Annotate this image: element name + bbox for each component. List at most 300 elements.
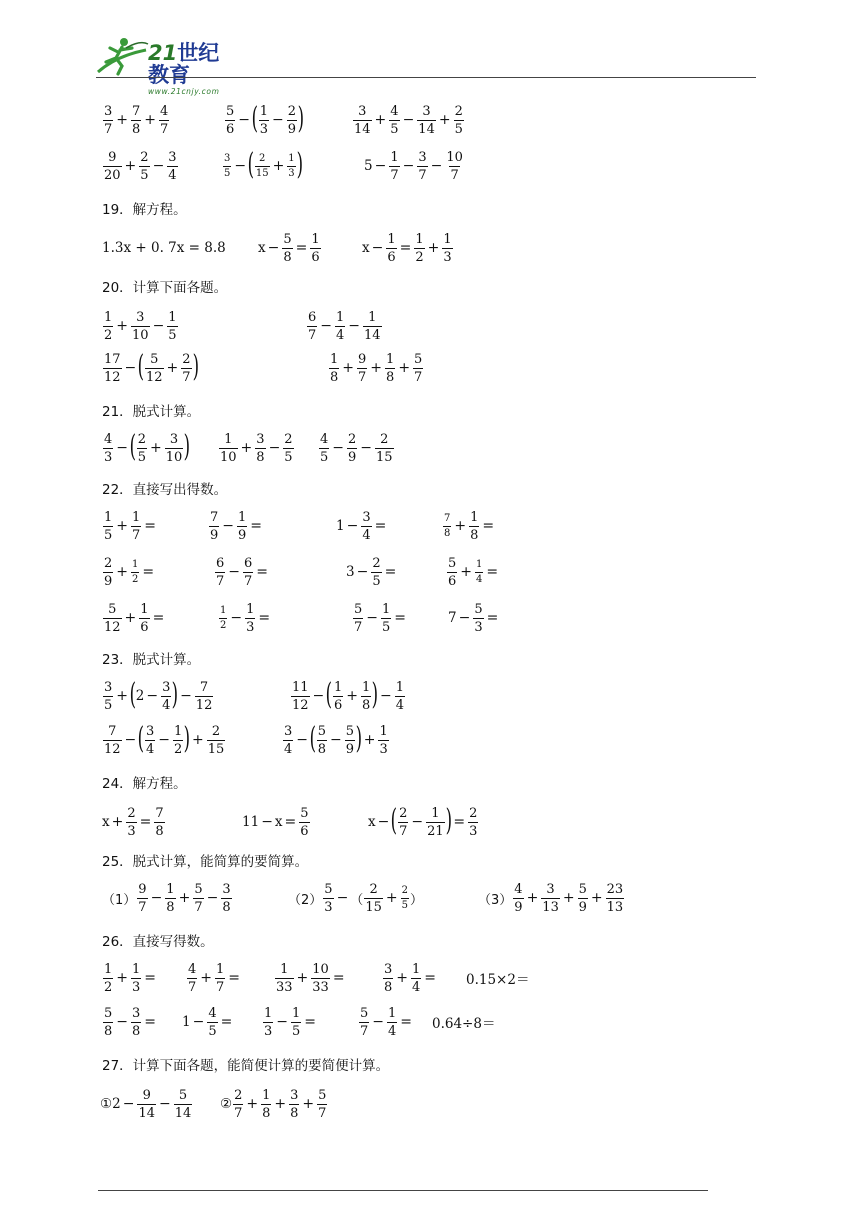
expression-row — [0, 800, 860, 844]
numerator: 5 — [300, 805, 309, 821]
numerator: 2 — [287, 103, 297, 119]
math-expression — [306, 304, 383, 348]
operator: − — [158, 732, 171, 748]
math-expression — [336, 504, 388, 548]
fraction — [475, 560, 483, 585]
math-expression — [102, 876, 233, 920]
math-expression — [352, 98, 465, 142]
fraction — [174, 1089, 193, 1120]
math-expression — [368, 800, 479, 844]
numerator: 5 — [578, 881, 587, 897]
denominator: 15 — [376, 449, 393, 465]
question-heading: 22．直接写出得数。 — [102, 482, 228, 498]
denominator: 8 — [384, 979, 393, 995]
numerator: 1 — [379, 723, 388, 739]
fraction — [131, 105, 141, 136]
fraction — [103, 725, 122, 756]
operator: − — [360, 440, 373, 456]
denominator: 6 — [300, 823, 309, 839]
denominator: 4 — [476, 573, 483, 585]
denominator: 14 — [354, 121, 371, 137]
fraction — [447, 557, 457, 588]
fraction — [103, 511, 113, 542]
numerator: 7 — [199, 679, 209, 695]
math-expression — [358, 1000, 414, 1044]
denominator: 7 — [360, 1023, 369, 1039]
logo-text — [148, 42, 219, 96]
math-expression — [102, 226, 226, 270]
logo-url: www.21cnjy.com — [148, 87, 220, 96]
math-expression — [214, 550, 270, 594]
question-heading: 27．计算下面各题，能简便计算的要简便计算。 — [102, 1058, 390, 1074]
fraction — [139, 603, 149, 634]
numerator: 6 — [216, 555, 225, 571]
denominator: 2 — [174, 741, 183, 757]
numerator: 2 — [469, 805, 478, 821]
denominator: 2 — [415, 249, 424, 265]
denominator: 14 — [174, 1105, 192, 1121]
expression-row — [0, 426, 860, 470]
operator: + — [124, 158, 137, 174]
fraction — [307, 311, 317, 342]
expression-row — [0, 1000, 860, 1044]
numerator: 2 — [182, 351, 191, 367]
numerator: 1 — [246, 601, 255, 617]
fraction — [275, 963, 294, 994]
fraction — [137, 1089, 156, 1120]
parenthesis: ) — [171, 677, 179, 712]
fraction — [417, 151, 427, 182]
numerator: 7 — [132, 103, 141, 119]
numerator: 2 — [399, 805, 408, 821]
math-expression — [102, 956, 158, 1000]
denominator: 6 — [387, 249, 396, 265]
denominator: 8 — [444, 527, 451, 539]
question-heading: 21．脱式计算。 — [102, 404, 201, 420]
fraction — [383, 963, 393, 994]
term: 7 — [448, 610, 457, 626]
denominator: 4 — [162, 697, 171, 713]
denominator: 5 — [390, 121, 399, 137]
fraction — [375, 433, 394, 464]
term: 0.15×2＝ — [466, 972, 530, 988]
denominator: 20 — [104, 167, 121, 183]
operator: + — [526, 890, 539, 906]
math-expression — [362, 226, 454, 270]
fraction — [385, 353, 395, 384]
fraction — [389, 151, 399, 182]
fraction — [221, 883, 231, 914]
fraction — [255, 433, 265, 464]
denominator: 5 — [284, 449, 293, 465]
numerator: 1 — [336, 309, 345, 325]
operator: + — [116, 688, 129, 704]
numerator: 2 — [454, 103, 463, 119]
numerator: 2 — [372, 555, 381, 571]
math-expression — [218, 426, 295, 470]
numerator: 1 — [259, 103, 269, 119]
numerator: 5 — [226, 103, 235, 119]
math-expression — [288, 876, 423, 920]
operator: + — [116, 564, 129, 580]
denominator: 8 — [262, 1105, 271, 1121]
denominator: 7 — [450, 167, 459, 183]
numerator: 2 — [127, 805, 136, 821]
numerator: 17 — [104, 351, 121, 367]
numerator: 1 — [390, 149, 399, 165]
numerator: 6 — [244, 555, 253, 571]
denominator: 12 — [104, 369, 121, 385]
numerator: 2 — [401, 884, 408, 896]
fraction — [103, 105, 113, 136]
denominator: 9 — [348, 449, 357, 465]
numerator: 1 — [174, 723, 183, 739]
term: 3 — [346, 564, 355, 580]
operator: + — [150, 440, 162, 456]
expression-row — [0, 550, 860, 594]
fraction — [395, 681, 405, 712]
numerator: 3 — [418, 149, 427, 165]
operator: = — [482, 518, 495, 534]
fraction — [145, 353, 164, 384]
numerator: 3 — [136, 309, 145, 325]
item-label: ） — [409, 892, 423, 908]
denominator: 9 — [578, 899, 587, 915]
math-expression — [282, 718, 390, 762]
numerator: 1 — [382, 601, 391, 617]
denominator: 4 — [284, 741, 293, 757]
fraction — [361, 681, 371, 712]
fraction — [426, 807, 445, 838]
denominator: 8 — [386, 369, 395, 385]
operator: − — [336, 890, 349, 906]
fraction — [606, 883, 625, 914]
operator: − — [366, 610, 379, 626]
denominator: 6 — [334, 697, 343, 713]
operator: + — [124, 610, 137, 626]
parenthesis: ) — [297, 101, 305, 136]
fraction — [445, 151, 464, 182]
numerator: 7 — [108, 723, 117, 739]
parenthesis: ( — [247, 147, 255, 182]
operator: = — [384, 564, 397, 580]
denominator: 4 — [395, 697, 405, 713]
numerator: 5 — [104, 1005, 113, 1021]
denominator: 6 — [311, 249, 320, 265]
fraction — [364, 883, 383, 914]
operator: − — [192, 1014, 205, 1030]
fraction — [167, 311, 177, 342]
fraction — [243, 557, 253, 588]
numerator: 3 — [168, 149, 177, 165]
operator: − — [228, 564, 241, 580]
fraction — [137, 433, 147, 464]
numerator: 3 — [362, 509, 371, 525]
operator: + — [200, 970, 213, 986]
denominator: 5 — [454, 121, 463, 137]
math-expression — [364, 144, 465, 188]
denominator: 8 — [104, 1023, 113, 1039]
math-expression — [186, 956, 242, 1000]
operator: + — [166, 360, 179, 376]
operator: = — [152, 610, 165, 626]
denominator: 7 — [358, 369, 367, 385]
numerator: 3 — [104, 679, 113, 695]
numerator: 11 — [292, 679, 309, 695]
numerator: 7 — [155, 805, 164, 821]
fraction — [187, 963, 197, 994]
denominator: 7 — [216, 979, 225, 995]
denominator: 3 — [104, 449, 113, 465]
numerator: 10 — [446, 149, 463, 165]
operator: − — [124, 732, 137, 748]
expression-row — [0, 1082, 860, 1126]
denominator: 4 — [362, 527, 371, 543]
fraction — [131, 311, 150, 342]
fraction — [181, 353, 191, 384]
term: x — [368, 814, 376, 830]
operator: + — [385, 890, 398, 906]
denominator: 7 — [244, 573, 253, 589]
denominator: 3 — [469, 823, 478, 839]
numerator: 4 — [188, 961, 197, 977]
denominator: 8 — [256, 449, 265, 465]
fraction — [357, 353, 367, 384]
numerator: 1 — [443, 231, 452, 247]
operator: − — [146, 688, 159, 704]
numerator: 1 — [388, 1005, 397, 1021]
operator: − — [430, 158, 443, 174]
numerator: 6 — [308, 309, 317, 325]
fraction — [413, 353, 423, 384]
fraction — [103, 1007, 113, 1038]
fraction — [387, 1007, 397, 1038]
term: 1.3x + 0. 7x = 8.8 — [102, 240, 226, 256]
denominator: 3 — [264, 1023, 273, 1039]
math-expression — [328, 346, 424, 390]
operator: = — [144, 970, 157, 986]
fraction — [161, 681, 171, 712]
operator: = — [258, 610, 271, 626]
operator: − — [268, 440, 281, 456]
term: 1 — [336, 518, 345, 534]
denominator: 2 — [104, 979, 113, 995]
question-heading: 19．解方程。 — [102, 202, 187, 218]
operator: = — [304, 1014, 317, 1030]
numerator: 1 — [280, 961, 289, 977]
numerator: 4 — [390, 103, 399, 119]
numerator: 2 — [137, 431, 147, 447]
denominator: 7 — [318, 1105, 327, 1121]
numerator: 3 — [422, 103, 431, 119]
fraction — [287, 154, 295, 179]
fraction — [103, 433, 113, 464]
numerator: 1 — [387, 231, 396, 247]
operator: = — [295, 240, 308, 256]
denominator: 13 — [606, 899, 624, 915]
math-expression — [102, 144, 179, 188]
numerator: 5 — [345, 723, 355, 739]
numerator: 9 — [358, 351, 367, 367]
operator: = — [399, 240, 412, 256]
fraction — [223, 154, 231, 179]
fraction — [193, 883, 203, 914]
expression-row — [0, 876, 860, 920]
numerator: 9 — [138, 881, 147, 897]
operator: = — [486, 564, 499, 580]
fraction — [103, 603, 122, 634]
operator: + — [192, 732, 204, 748]
term: ①2 — [100, 1096, 121, 1112]
numerator: 10 — [312, 961, 329, 977]
operator: − — [371, 240, 384, 256]
operator: + — [370, 360, 383, 376]
math-expression — [100, 1082, 193, 1126]
fraction — [165, 433, 184, 464]
math-expression — [478, 876, 625, 920]
fraction — [103, 151, 122, 182]
numerator: 1 — [431, 805, 440, 821]
numerator: 1 — [104, 309, 113, 325]
fraction — [473, 603, 483, 634]
denominator: 13 — [542, 899, 559, 915]
term: ② — [220, 1096, 233, 1112]
fraction — [417, 105, 436, 136]
denominator: 12 — [104, 741, 121, 757]
operator: = — [256, 564, 269, 580]
fraction — [103, 557, 113, 588]
question-heading: 26．直接写得数。 — [102, 934, 214, 950]
fraction — [207, 1007, 217, 1038]
operator: − — [124, 360, 137, 376]
math-expression — [102, 98, 170, 142]
operator: = — [424, 970, 437, 986]
operator: + — [562, 890, 575, 906]
numerator: 5 — [318, 1087, 327, 1103]
numerator: 4 — [514, 881, 523, 897]
operator: − — [272, 112, 284, 128]
fraction — [363, 311, 382, 342]
parenthesis: ( — [251, 101, 259, 136]
operator: − — [150, 890, 163, 906]
operator: − — [296, 732, 309, 748]
fraction — [103, 311, 113, 342]
operator: − — [380, 688, 392, 704]
operator: = — [144, 518, 157, 534]
fraction — [225, 105, 235, 136]
operator: + — [590, 890, 603, 906]
operator: + — [144, 112, 157, 128]
fraction — [578, 883, 588, 914]
operator: = — [142, 564, 155, 580]
fraction — [468, 807, 478, 838]
denominator: 8 — [290, 1105, 299, 1121]
denominator: 15 — [365, 899, 382, 915]
parenthesis: ) — [371, 677, 379, 712]
fraction — [283, 725, 293, 756]
fraction — [287, 105, 297, 136]
math-expression — [274, 956, 347, 1000]
numerator: 9 — [108, 149, 117, 165]
numerator: 1 — [238, 509, 247, 525]
fraction — [103, 681, 113, 712]
expression-row — [0, 346, 860, 390]
numerator: 3 — [169, 431, 179, 447]
fraction — [454, 105, 464, 136]
numerator: 1 — [104, 961, 113, 977]
denominator: 3 — [474, 619, 483, 635]
numerator: 2 — [369, 881, 378, 897]
fraction — [131, 560, 139, 585]
operator: + — [240, 440, 253, 456]
denominator: 5 — [140, 167, 149, 183]
operator: − — [116, 440, 129, 456]
operator: − — [238, 112, 251, 128]
numerator: 1 — [216, 961, 225, 977]
operator: = — [139, 814, 152, 830]
math-expression — [102, 674, 214, 718]
fraction — [139, 151, 149, 182]
expression-row — [0, 674, 860, 718]
operator: + — [116, 970, 129, 986]
denominator: 7 — [414, 369, 423, 385]
denominator: 3 — [132, 979, 141, 995]
denominator: 33 — [276, 979, 293, 995]
denominator: 2 — [220, 619, 227, 631]
numerator: 1 — [132, 558, 139, 570]
numerator: 2 — [140, 149, 149, 165]
denominator: 7 — [138, 899, 147, 915]
parenthesis: ( — [390, 803, 398, 838]
denominator: 6 — [448, 573, 457, 589]
fraction — [219, 433, 238, 464]
denominator: 5 — [208, 1023, 217, 1039]
fraction — [345, 725, 355, 756]
denominator: 14 — [364, 327, 381, 343]
numerator: 3 — [132, 1005, 141, 1021]
denominator: 5 — [224, 167, 231, 179]
term: x — [258, 240, 266, 256]
denominator: 8 — [132, 121, 141, 137]
numerator: 5 — [448, 555, 457, 571]
denominator: 15 — [207, 741, 225, 757]
denominator: 14 — [418, 121, 435, 137]
operator: − — [330, 732, 342, 748]
denominator: 7 — [104, 121, 113, 137]
operator: − — [312, 688, 325, 704]
denominator: 5 — [137, 449, 147, 465]
fraction — [401, 886, 409, 911]
operator: + — [246, 1096, 259, 1112]
denominator: 8 — [166, 899, 175, 915]
math-expression — [466, 956, 529, 1000]
numerator: 1 — [476, 558, 483, 570]
fraction — [173, 725, 183, 756]
denominator: 4 — [336, 327, 345, 343]
operator: = — [374, 518, 387, 534]
denominator: 7 — [234, 1105, 243, 1121]
math-expression — [102, 718, 226, 762]
operator: − — [411, 814, 424, 830]
operator: = — [394, 610, 407, 626]
fraction — [317, 725, 327, 756]
fraction — [361, 511, 371, 542]
fraction — [215, 557, 225, 588]
numerator: 7 — [444, 512, 451, 524]
question-heading: 24．解方程。 — [102, 776, 187, 792]
denominator: 8 — [317, 741, 327, 757]
numerator: 1 — [140, 601, 149, 617]
